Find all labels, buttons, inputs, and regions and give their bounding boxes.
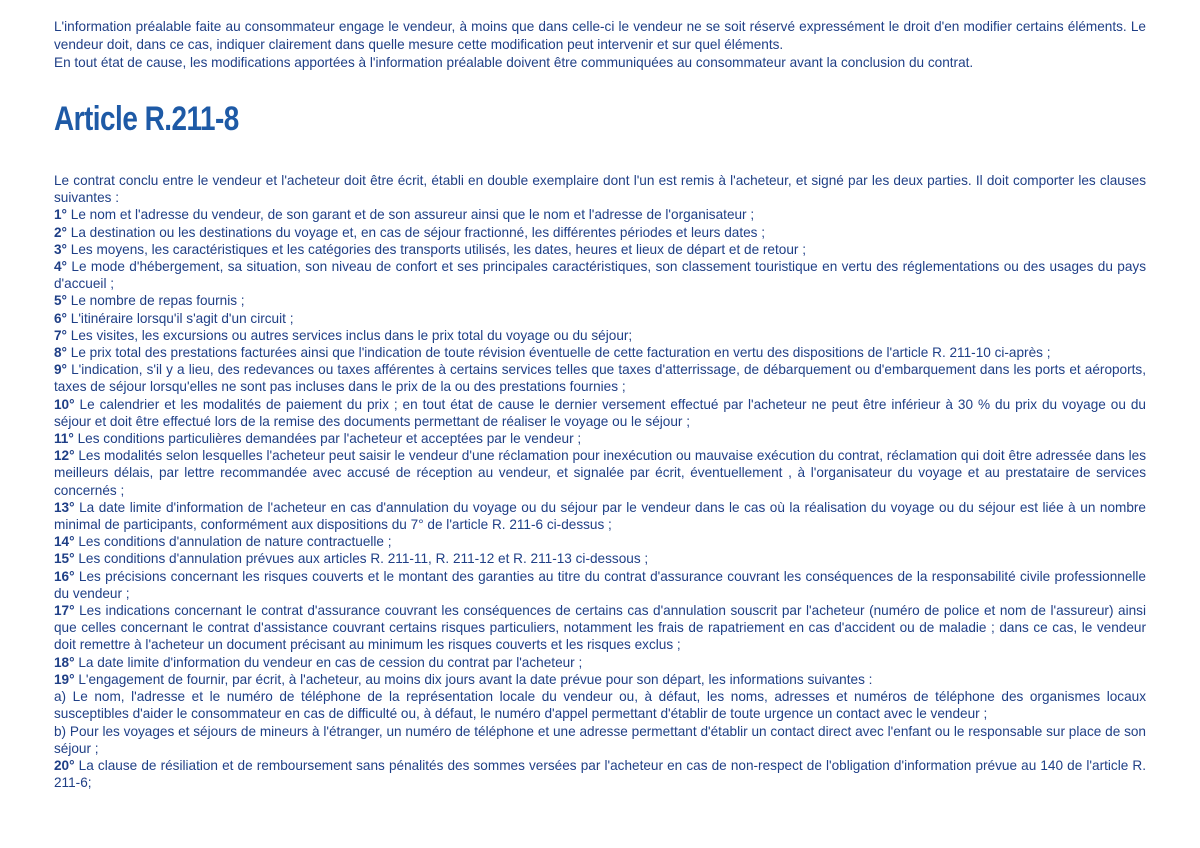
intro-paragraph: L'information préalable faite au consommateur engage le vendeur, à moins que dans celle-ci le vendeur ne se soit réservé expressément le droit d'en modifier certains éléments. Le vendeur doit, dans ce cas, indiquer clairement dans quelle mesure cette modification peut intervenir et sur quel éléments.	[54, 19, 1146, 52]
clause-item	[54, 688, 1146, 722]
clause-text: La clause de résiliation et de remboursement sans pénalités des sommes versées par l'acheteur en cas de non-respect de l'obligation d'information prévue au 140 de l'article R. 211-6;	[54, 757, 1146, 791]
clause-text: La date limite d'information du vendeur en cas de cession du contrat par l'acheteur ;	[74, 654, 583, 670]
clause-number: 9°	[54, 362, 67, 378]
clause-text: Les visites, les excursions ou autres services inclus dans le prix total du voyage ou du séjour;	[67, 327, 633, 343]
clause-text: L'itinéraire lorsqu'il s'agit d'un circuit ;	[67, 310, 294, 326]
clause-text: Les conditions d'annulation de nature contractuelle ;	[74, 534, 392, 550]
clause-item	[54, 361, 1146, 395]
clause-text: Le nombre de repas fournis ;	[67, 293, 245, 309]
clause-item	[54, 671, 1146, 688]
clause-number: 19°	[54, 671, 75, 687]
clause-number: 12°	[54, 448, 75, 464]
clause-number: 7°	[54, 327, 67, 343]
clause-text: Les moyens, les caractéristiques et les catégories des transports utilisés, les dates, heures et lieux de départ et de retour ;	[67, 241, 806, 257]
clause-number: 11°	[54, 431, 74, 447]
clause-item	[54, 550, 1146, 567]
clause-text: L'indication, s'il y a lieu, des redevances ou taxes afférentes à certains services telles que taxes d'atterrissage, de débarquement ou d'embarquement dans les ports et aéroports, taxes de séjour lorsqu'elles ne sont pas incluses dans le prix de la ou des prestations fournies ;	[54, 362, 1146, 395]
clause-text: L'engagement de fournir, par écrit, à l'acheteur, au moins dix jours avant la date prévue pour son départ, les informations suivantes :	[74, 671, 873, 687]
clause-text: Les indications concernant le contrat d'assurance couvrant les conséquences de certains cas d'annulation souscrit par l'acheteur (numéro de police et nom de l'assureur) ainsi que celles concernant le contrat d'assistance couvrant certains risques particuliers, notamment les frais de rapatriement en cas d'accident ou de maladie ; dans ce cas, le vendeur doit remettre à l'acheteur un document précisant au minimum les risques couverts et les risques exclus ;	[54, 603, 1146, 653]
clause-text: La destination ou les destinations du voyage et, en cas de séjour fractionné, les différentes périodes et leurs dates ;	[67, 224, 766, 240]
clause-item	[54, 654, 1146, 671]
clause-text: La date limite d'information de l'acheteur en cas d'annulation du voyage ou du séjour par le vendeur dans le cas où la réalisation du voyage ou du séjour est liée à un nombre minimal de participants, conformément aux dispositions du 7° de l'article R. 211-6 ci-dessus ;	[54, 499, 1146, 533]
clause-item	[54, 241, 1146, 258]
clause-text: Les précisions concernant les risques couverts et le montant des garanties au titre du contrat d'assurance couvrant les conséquences de la responsabilité civile professionnelle du vendeur ;	[54, 568, 1146, 601]
clause-number: 20°	[54, 757, 75, 773]
clause-number: 16°	[54, 568, 75, 584]
clause-text: Le calendrier et les modalités de paiement du prix ; en tout état de cause le dernier versement effectué par l'acheteur ne peut être inférieur à 30 % du prix du voyage ou du séjour et doit être effectué lors de la remise des documents permettant de réaliser le voyage ou le séjour ;	[54, 396, 1146, 429]
clause-item	[54, 396, 1146, 430]
clause-item	[54, 447, 1146, 499]
clause-number: 17°	[54, 603, 75, 619]
clause-item	[54, 224, 1146, 241]
clause-text: Le prix total des prestations facturées ainsi que l'indication de toute révision éventuelle de cette facturation en vertu des dispositions de l'article R. 211-10 ci-après ;	[67, 345, 1051, 361]
clause-item	[54, 292, 1146, 309]
article-lead: Le contrat conclu entre le vendeur et l'acheteur doit être écrit, établi en double exemplaire dont l'un est remis à l'acheteur, et signé par les deux parties. Il doit comporter les clauses suivantes :	[54, 173, 1146, 206]
clause-number: 2°	[54, 224, 67, 240]
clause-item	[54, 258, 1146, 292]
clause-number: 10°	[54, 396, 75, 412]
intro-paragraph: En tout état de cause, les modifications apportées à l'information préalable doivent être communiquées au consommateur avant la conclusion du contrat.	[54, 55, 974, 70]
clause-item	[54, 757, 1146, 791]
clause-item	[54, 327, 1146, 344]
clause-number: 18°	[54, 654, 75, 670]
clause-item	[54, 533, 1146, 550]
clause-number: 15°	[54, 551, 75, 567]
clause-text: Les conditions particulières demandées par l'acheteur et acceptées par le vendeur ;	[73, 431, 582, 447]
clause-text: a) Le nom, l'adresse et le numéro de téléphone de la représentation locale du vendeur ou, à défaut, les noms, adresses et numéros de téléphone des organismes locaux susceptibles d'aider le consommateur en cas de difficulté ou, à défaut, le numéro d'appel permettant d'établir de toute urgence un contact avec le vendeur ;	[54, 689, 1146, 722]
clause-text: Le nom et l'adresse du vendeur, de son garant et de son assureur ainsi que le nom et l'adresse de l'organisateur ;	[67, 207, 755, 223]
clause-number: 13°	[54, 499, 75, 515]
intro-section	[54, 18, 1146, 72]
clause-number: 3°	[54, 241, 67, 257]
article-title: Article R.211-8	[54, 100, 239, 138]
clause-number: 6°	[54, 310, 67, 326]
clause-number: 14°	[54, 534, 75, 550]
article-body	[54, 172, 1146, 791]
clause-item	[54, 310, 1146, 327]
clause-item	[54, 499, 1146, 533]
clause-item	[54, 723, 1146, 757]
clause-list	[54, 206, 1146, 791]
clause-number: 4°	[54, 259, 67, 275]
clause-text: Les conditions d'annulation prévues aux articles R. 211-11, R. 211-12 et R. 211-13 ci-dessous ;	[74, 551, 649, 567]
clause-item	[54, 568, 1146, 602]
clause-number: 8°	[54, 345, 67, 361]
clause-text: Le mode d'hébergement, sa situation, son niveau de confort et ses principales caractéristiques, son classement touristique en vertu des réglementations ou des usages du pays d'accueil ;	[54, 259, 1146, 292]
clause-number: 5°	[54, 293, 67, 309]
clause-item	[54, 430, 1146, 447]
clause-text: b) Pour les voyages et séjours de mineurs à l'étranger, un numéro de téléphone et une adresse permettant d'établir un contact direct avec l'enfant ou le responsable sur place de son séjour ;	[54, 723, 1146, 756]
clause-item	[54, 206, 1146, 223]
clause-text: Les modalités selon lesquelles l'acheteur peut saisir le vendeur d'une réclamation pour inexécution ou mauvaise exécution du contrat, réclamation qui doit être adressée dans les meilleurs délais, par lettre recommandée avec accusé de réception au vendeur, et signalée par écrit, éventuellement , à l'organisateur du voyage et au prestataire de services concernés ;	[54, 448, 1146, 498]
clause-item	[54, 602, 1146, 654]
clause-number: 1°	[54, 207, 67, 223]
clause-item	[54, 344, 1146, 361]
